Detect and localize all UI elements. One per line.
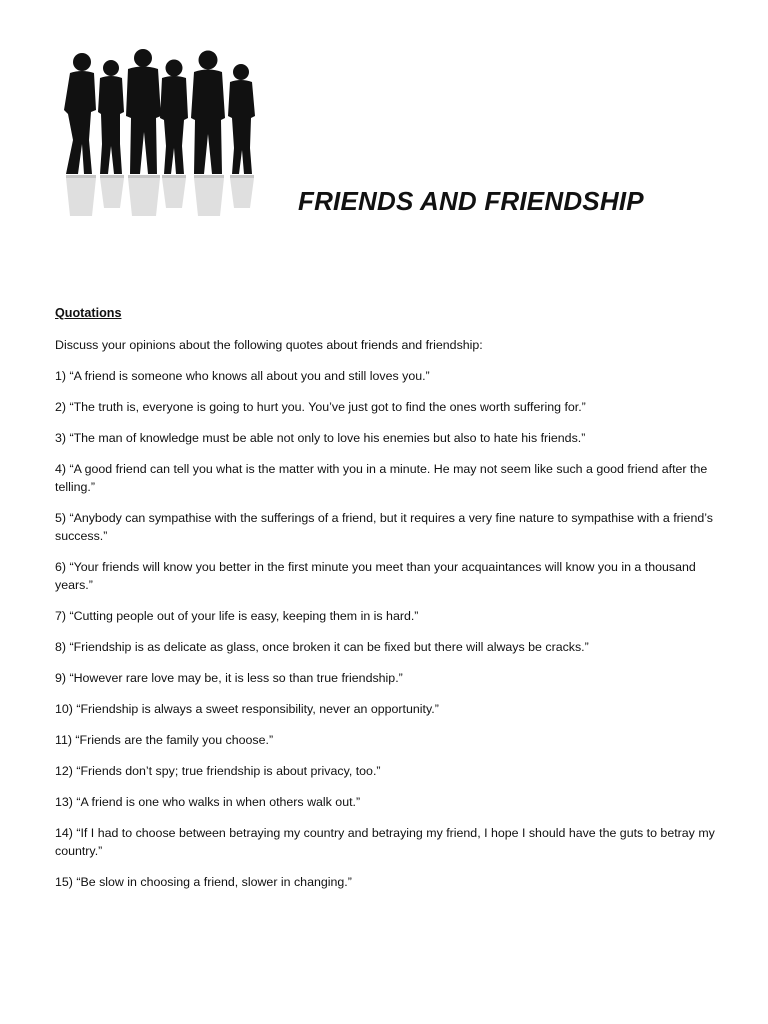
quote-list (55, 367, 715, 891)
quote-item: 7) “Cutting people out of your life is easy, keeping them in is hard.” (55, 609, 419, 623)
section-heading: Quotations (55, 306, 122, 320)
quote-item: 3) “The man of knowledge must be able not only to love his enemies but also to hate his friends.” (55, 431, 586, 445)
instructions-text: Discuss your opinions about the following quotes about friends and friendship: (55, 338, 483, 352)
quote-item: 12) “Friends don’t spy; true friendship is about privacy, too.” (55, 764, 381, 778)
quote-item: 14) “If I had to choose between betraying my country and betraying my friend, I hope I should have the guts to betray my country.” (55, 826, 715, 858)
quotations-section (55, 304, 715, 904)
quote-item: 5) “Anybody can sympathise with the sufferings of a friend, but it requires a very fine nature to sympathise with a friend’s success.” (55, 511, 713, 543)
quote-item: 1) “A friend is someone who knows all about you and still loves you.” (55, 369, 430, 383)
quote-item: 4) “A good friend can tell you what is the matter with you in a minute. He may not seem like such a good friend after the telling.” (55, 462, 708, 494)
quote-item: 9) “However rare love may be, it is less so than true friendship.” (55, 671, 403, 685)
quote-item: 6) “Your friends will know you better in the first minute you meet than your acquaintances will know you in a thousand years.” (55, 560, 696, 592)
quote-item: 8) “Friendship is as delicate as glass, once broken it can be fixed but there will always be cracks.” (55, 640, 589, 654)
document-title: FRIENDS AND FRIENDSHIP (298, 186, 644, 216)
quote-item: 10) “Friendship is always a sweet responsibility, never an opportunity.” (55, 702, 439, 716)
quote-item: 13) “A friend is one who walks in when others walk out.” (55, 795, 361, 809)
quote-item: 15) “Be slow in choosing a friend, slower in changing.” (55, 875, 352, 889)
quote-item: 11) “Friends are the family you choose.” (55, 733, 274, 747)
people-silhouette-image (58, 48, 268, 218)
quote-item: 2) “The truth is, everyone is going to hurt you. You’ve just got to find the ones worth suffering for.” (55, 400, 586, 414)
